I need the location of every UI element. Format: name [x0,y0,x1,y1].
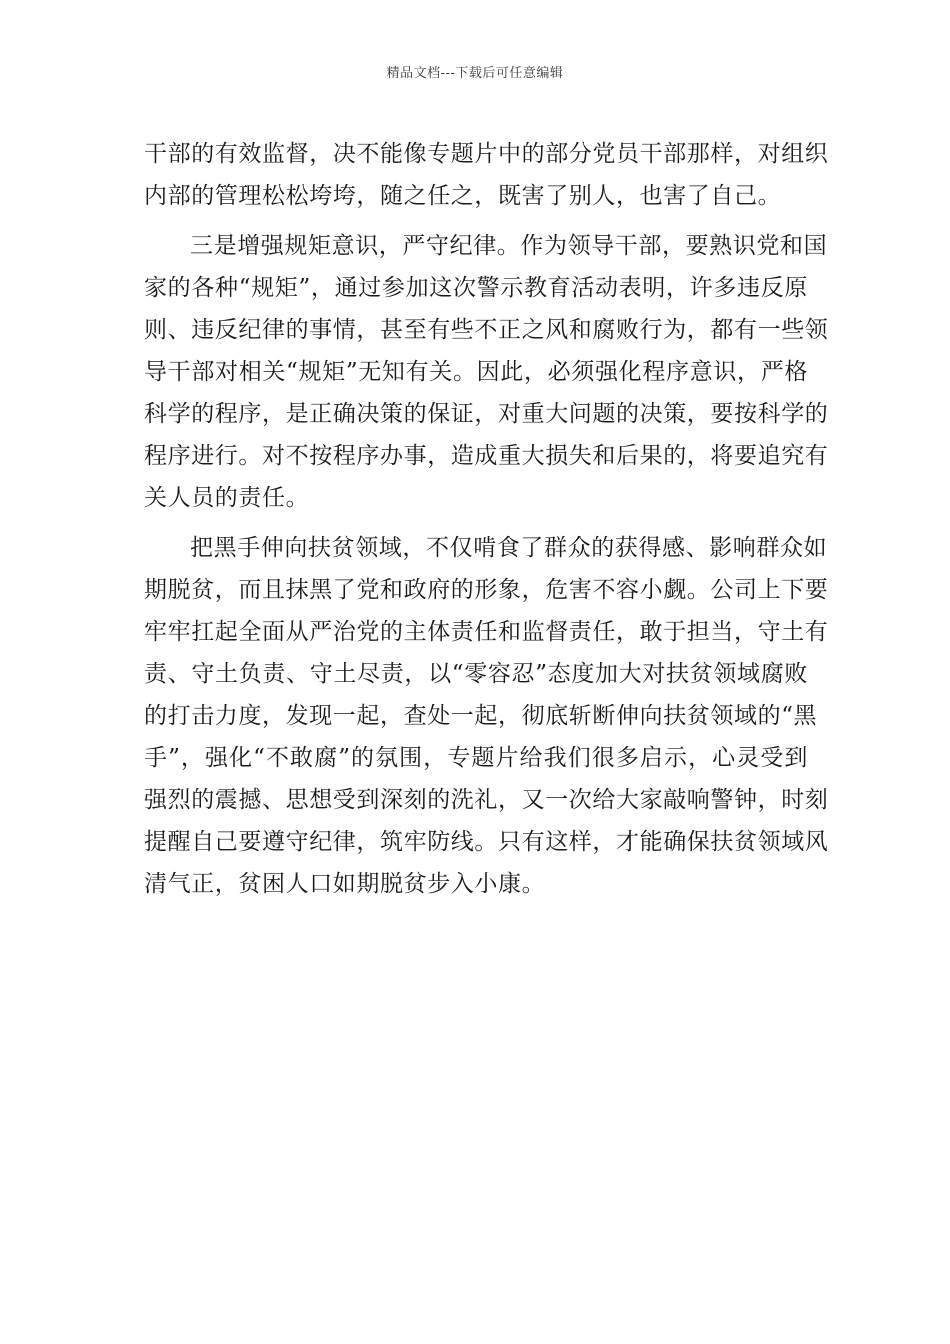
paragraph [144,133,829,217]
text-line: 清气正，贫困人口如期脱贫步入小康。 [144,871,546,897]
paragraph [144,225,829,519]
text-line: 干部的有效监督，决不能像专题片中的部分党员干部那样，对组织 [144,141,829,167]
text-line: 科学的程序，是正确决策的保证，对重大问题的决策，要按科学的 [144,401,829,427]
text-line: 内部的管理松松垮垮，随之任之，既害了别人，也害了自己。 [144,183,782,209]
text-line: 期脱贫，而且抹黑了党和政府的形象，危害不容小觑。公司上下要 [144,577,829,603]
paragraph [144,527,829,905]
text-line: 关人员的责任。 [144,485,310,511]
text-line: 强烈的震撼、思想受到深刻的洗礼，又一次给大家敲响警钟，时刻 [144,787,829,813]
text-line: 三是增强规矩意识，严守纪律。作为领导干部，要熟识党和国 [190,233,828,259]
text-line: 家的各种“规矩”，通过参加这次警示教育活动表明，许多违反原 [144,275,808,301]
text-line: 手”，强化“不敢腐”的氛围，专题片给我们很多启示，心灵受到 [144,745,808,771]
text-line: 程序进行。对不按程序办事，造成重大损失和后果的，将要追究有 [144,443,829,469]
text-line: 则、违反纪律的事情，甚至有些不正之风和腐败行为，都有一些领 [144,317,829,343]
document-body [144,133,829,905]
text-line: 的打击力度，发现一起，查处一起，彻底斩断伸向扶贫领域的“黑 [144,703,818,729]
text-line: 把黑手伸向扶贫领域，不仅啃食了群众的获得感、影响群众如 [190,535,828,561]
text-line: 责、守土负责、守土尽责，以“零容忍”态度加大对扶贫领域腐败 [144,661,808,687]
text-line: 导干部对相关“规矩”无知有关。因此，必须强化程序意识，严格 [144,359,808,385]
text-line: 提醒自己要遵守纪律，筑牢防线。只有这样，才能确保扶贫领域风 [144,829,829,855]
page-header: 精品文档---下载后可任意编辑 [386,66,564,81]
text-line: 牢牢扛起全面从严治党的主体责任和监督责任，敢于担当，守土有 [144,619,829,645]
